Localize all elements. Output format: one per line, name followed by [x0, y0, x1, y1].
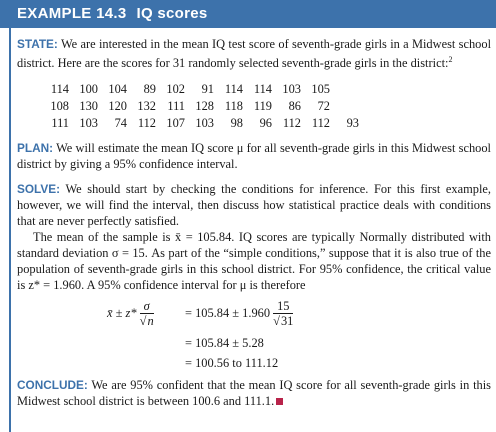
state-label: STATE: [17, 37, 58, 51]
score-cell: 103 [195, 116, 214, 131]
scores-row [45, 98, 491, 115]
formula-line-2: = 105.84 ± 5.28 [185, 336, 264, 351]
score-cell: 103 [79, 116, 98, 131]
example-title [17, 5, 208, 22]
score-cell: 118 [224, 99, 243, 114]
solve-label: SOLVE: [17, 182, 61, 197]
formula-line-1: = 105.84 ± 1.960 $\frac{15}{√31}$ [185, 299, 294, 329]
score-cell: 112 [311, 116, 330, 131]
score-cell: 105 [311, 82, 330, 97]
conclude-text: We are 95% confident that the mean IQ score for all seventh-grade girls in this Midwest school district is between 100.6 and 111.1. [17, 378, 492, 409]
score-cell: 74 [114, 116, 127, 131]
score-cell: 120 [108, 99, 127, 114]
solve-text: We should start by checking the conditions for inference. For this first example, however, we will find the interval, then discuss how statistical practice deals with conditions that are never perfectly satisfied. [17, 182, 491, 229]
score-cell: 103 [282, 82, 301, 97]
solve-paragraph [17, 181, 491, 229]
sigma-over-root-n: $\frac{\sigma}{√n}$ [139, 299, 154, 329]
state-paragraph [17, 36, 491, 71]
scores-table [17, 81, 491, 132]
conclude-label: CONCLUDE: [17, 378, 88, 393]
score-cell: 111 [167, 99, 185, 114]
conclude-paragraph [17, 377, 491, 409]
score-cell: 114 [253, 82, 272, 97]
score-cell: 114 [224, 82, 243, 97]
score-cell: 107 [166, 116, 185, 131]
example-body [17, 36, 491, 409]
example-number: EXAMPLE 14.3 [17, 5, 127, 22]
left-accent-rule [9, 28, 11, 432]
score-cell: 93 [346, 116, 359, 131]
state-text: We are interested in the mean IQ test score of seventh-grade girls in a Midwest school district. Here are the scores for 31 randomly selected seventh-grade girls in the district: [17, 37, 492, 71]
end-of-example-icon [276, 398, 283, 405]
confidence-interval-formula [17, 295, 491, 373]
example-header-bar [0, 0, 496, 28]
score-cell: 104 [108, 82, 127, 97]
score-cell: 114 [50, 82, 69, 97]
score-cell: 72 [317, 99, 330, 114]
score-cell: 89 [143, 82, 156, 97]
formula-lhs: x̄ ± z* $\frac{\sigma}{√n}$ [107, 299, 154, 329]
solve-paragraph-2: The mean of the sample is x̄ = 105.84. IQ scores are typically Normally distributed with standard deviation σ = 15. As part of the “simple conditions,” suppose that it is also true of the population of seventh-grade girls in this school district. For 95% confidence, the critical value is z* = 1.960. A 95% confidence interval for μ is therefore [17, 230, 491, 293]
score-cell: 100 [79, 82, 98, 97]
example-topic: IQ scores [136, 5, 208, 22]
score-cell: 96 [259, 116, 272, 131]
score-cell: 91 [201, 82, 214, 97]
score-cell: 130 [79, 99, 98, 114]
state-footnote: 2 [448, 55, 453, 64]
scores-row [45, 81, 491, 98]
score-cell: 86 [288, 99, 301, 114]
score-cell: 111 [51, 116, 69, 131]
score-cell: 119 [253, 99, 272, 114]
scores-row [45, 115, 491, 132]
fifteen-over-root-31: $\frac{15}{√31}$ [273, 299, 294, 329]
score-cell: 98 [230, 116, 243, 131]
plan-text: We will estimate the mean IQ score μ for all seventh-grade girls in this Midwest school district by giving a 95% confidence interval. [17, 141, 492, 172]
score-cell: 108 [50, 99, 69, 114]
score-cell: 128 [195, 99, 214, 114]
score-cell: 112 [282, 116, 301, 131]
plan-label: PLAN: [17, 141, 54, 156]
score-cell: 102 [166, 82, 185, 97]
formula-line-3: = 100.56 to 111.12 [185, 356, 279, 371]
score-cell: 112 [137, 116, 156, 131]
score-cell: 132 [137, 99, 156, 114]
plan-paragraph [17, 140, 491, 172]
